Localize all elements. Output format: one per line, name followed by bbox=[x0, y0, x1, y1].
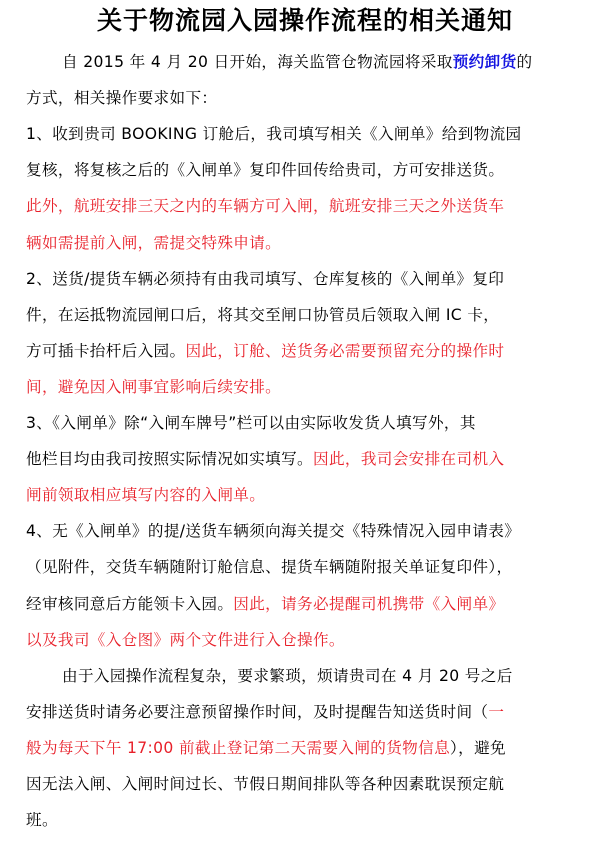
body-line bbox=[26, 738, 506, 758]
body-line bbox=[26, 341, 504, 361]
highlight-text: 因此，订舱、送货务必需要预留充分的操作时 bbox=[185, 341, 505, 360]
body-line bbox=[26, 233, 281, 253]
body-line bbox=[26, 305, 499, 325]
line-text: 1、收到贵司 BOOKING 订舱后，我司填写相关《入闸单》给到物流园 bbox=[26, 125, 522, 144]
line-text: 安排送货时请务必要注意预留操作时间，及时提醒告知送货时间（ bbox=[26, 702, 489, 721]
body-line bbox=[26, 413, 476, 433]
body-line bbox=[26, 377, 281, 397]
highlight-text: 因此，请务必提醒司机携带《入闸单》 bbox=[233, 594, 505, 613]
highlight-text: 般为每天下午 17:00 前截止登记第二天需要入闸的货物信息 bbox=[26, 738, 451, 757]
body-line bbox=[62, 52, 532, 72]
body-line bbox=[26, 124, 521, 144]
line-text: 复核，将复核之后的《入闸单》复印件回传给贵司，方可安排送货。 bbox=[26, 161, 505, 180]
line-text: 因无法入闸、入闸时间过长、节假日期间排队等各种因素耽误预定航 bbox=[26, 775, 505, 793]
emphasis-text: 预约卸货 bbox=[452, 53, 517, 71]
line-text: 件，在运抵物流园闸口后，将其交至闸口协管员后领取入闸 IC 卡， bbox=[26, 305, 500, 324]
body-line bbox=[26, 702, 504, 722]
line-text: 3、《入闸单》除“入闸车牌号”栏可以由实际收发货人填写外，其 bbox=[26, 414, 476, 432]
line-text: 方可插卡抬杆后入园。 bbox=[26, 341, 186, 360]
highlight-text: 因此，我司会安排在司机入 bbox=[313, 450, 505, 469]
body-line bbox=[26, 449, 504, 469]
line-text: 班。 bbox=[26, 811, 58, 830]
body-line bbox=[26, 160, 504, 180]
body-line bbox=[26, 810, 58, 830]
body-line bbox=[26, 630, 345, 650]
highlight-text: 以及我司《入仓图》两个文件进行入仓操作。 bbox=[26, 630, 345, 649]
document-title: 关于物流园入园操作流程的相关通知 bbox=[96, 6, 513, 35]
line-text: 方式，相关操作要求如下： bbox=[26, 89, 218, 108]
body-line bbox=[26, 88, 217, 108]
highlight-text: 辆如需提前入闸，需提交特殊申请。 bbox=[26, 233, 282, 252]
highlight-text: 此外，航班安排三天之内的车辆方可入闸，航班安排三天之外送货车 bbox=[26, 197, 505, 216]
body-line bbox=[26, 594, 504, 614]
line-text: 的 bbox=[516, 53, 533, 71]
body-line bbox=[26, 269, 504, 289]
body-line bbox=[26, 196, 504, 216]
line-text: ），避免 bbox=[450, 738, 506, 757]
body-line bbox=[26, 557, 512, 577]
line-text: 自 2015 年 4 月 20 日开始，海关监管仓物流园将采取 bbox=[62, 53, 453, 71]
line-text: 经审核同意后方能领卡入园。 bbox=[26, 594, 234, 613]
line-text: 他栏目均由我司按照实际情况如实填写。 bbox=[26, 450, 313, 469]
line-text: 2、送货/提货车辆必须持有由我司填写、仓库复核的《入闸单》复印 bbox=[26, 269, 505, 288]
body-line bbox=[26, 485, 265, 505]
highlight-text: 闸前领取相应填写内容的入闸单。 bbox=[26, 486, 266, 505]
highlight-text: 一 bbox=[488, 702, 505, 721]
body-line bbox=[62, 666, 513, 686]
body-line bbox=[26, 521, 520, 541]
body-line bbox=[26, 774, 504, 794]
line-text: 由于入园操作流程复杂，要求繁琐，烦请贵司在 4 月 20 号之后 bbox=[62, 666, 513, 685]
line-text: （见附件，交货车辆随附订舱信息、提货车辆随附报关单证复印件）， bbox=[26, 558, 513, 577]
line-text: 4、无《入闸单》的提/送货车辆须向海关提交《特殊情况入园申请表》 bbox=[26, 522, 521, 541]
highlight-text: 间，避免因入闸事宜影响后续安排。 bbox=[26, 377, 282, 396]
